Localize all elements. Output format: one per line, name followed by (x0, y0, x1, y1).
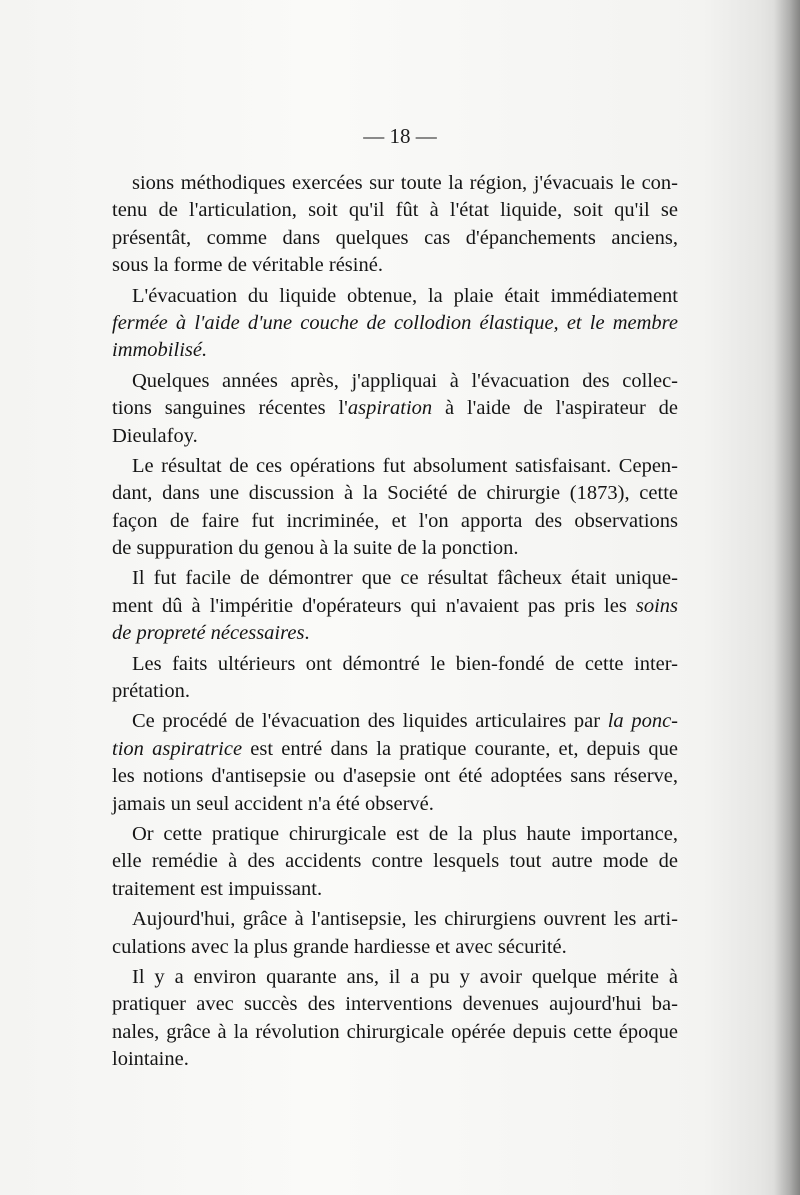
text-run: Les faits ultérieurs ont démontré le bien-fondé de cette inter- (132, 652, 678, 675)
paragraph (112, 708, 678, 818)
text-run: traitement est impuissant. (112, 877, 323, 900)
text-line (112, 1019, 678, 1046)
text-line (112, 736, 678, 763)
paragraph (112, 651, 678, 706)
text-run: Aujourd'hui, grâce à l'antisepsie, les chirurgiens ouvrent les arti- (132, 908, 678, 931)
text-line (112, 651, 678, 678)
text-line (112, 964, 678, 991)
text-run: Dieulafoy. (112, 424, 198, 447)
italic-run: fermée à l'aide d'une couche de collodion élastique, et le membre (112, 311, 678, 334)
text-run: Il fut facile de démontrer que ce résultat fâcheux était unique- (132, 567, 678, 590)
paragraph (112, 906, 678, 961)
text-line (112, 310, 678, 337)
italic-run: immobilisé. (112, 339, 208, 362)
text-line (112, 678, 678, 705)
text-line (112, 170, 678, 197)
text-run: lointaine. (112, 1048, 189, 1071)
text-line (112, 906, 678, 933)
text-run: tenu de l'articulation, soit qu'il fût à l'état liquide, soit qu'il se (112, 199, 678, 222)
text-run: L'évacuation du liquide obtenue, la plaie était immédiatement (132, 284, 678, 307)
text-run: elle remédie à des accidents contre lesquels tout autre mode de (112, 850, 678, 873)
paragraph (112, 283, 678, 365)
paragraph (112, 453, 678, 563)
text-run: Or cette pratique chirurgicale est de la plus haute importance, (132, 822, 678, 845)
text-line (112, 565, 678, 592)
text-line (112, 508, 678, 535)
text-run: prétation. (112, 680, 190, 703)
text-line (112, 763, 678, 790)
text-run: culations avec la plus grande hardiesse et avec sécurité. (112, 935, 567, 958)
text-line (112, 337, 678, 364)
paragraph (112, 565, 678, 647)
text-run: sous la forme de véritable résiné. (112, 254, 383, 277)
body-text (112, 170, 678, 1074)
text-line (112, 934, 678, 961)
text-line (112, 252, 678, 279)
italic-run: la ponc- (607, 710, 678, 733)
text-line (112, 791, 678, 818)
text-line (112, 991, 678, 1018)
text-line (112, 876, 678, 903)
text-run: nales, grâce à la révolution chirurgicale opérée depuis cette époque (112, 1020, 678, 1043)
paragraph (112, 170, 678, 280)
text-line (112, 283, 678, 310)
text-run: Ce procédé de l'évacuation des liquides articulaires par (132, 710, 608, 733)
paragraph (112, 821, 678, 903)
text-line (112, 848, 678, 875)
text-run: Quelques années après, j'appliquai à l'évacuation des collec- (132, 369, 678, 392)
text-run: tions sanguines récentes l' (112, 397, 348, 420)
text-run: présentât, comme dans quelques cas d'épanchements anciens, (112, 226, 678, 249)
text-line (112, 480, 678, 507)
text-run: de suppuration du genou à la suite de la ponction. (112, 537, 519, 560)
paragraph (112, 964, 678, 1074)
text-line (112, 453, 678, 480)
text-run: les notions d'antisepsie ou d'asepsie ont été adoptées sans réserve, (112, 765, 678, 788)
text-line (112, 423, 678, 450)
text-run: façon de faire fut incriminée, et l'on apporta des observations (112, 509, 678, 532)
text-line (112, 225, 678, 252)
text-run: à l'aide de l'aspirateur de (432, 397, 678, 420)
italic-run: aspiration (347, 397, 433, 420)
italic-run: de propreté nécessaires (112, 622, 305, 645)
text-line (112, 593, 678, 620)
italic-run: soins (635, 594, 678, 617)
text-line (112, 1046, 678, 1073)
text-run: sions méthodiques exercées sur toute la région, j'évacuais le con- (132, 172, 678, 194)
text-run: ment dû à l'impéritie d'opérateurs qui n'avaient pas pris les (112, 594, 636, 617)
page-number: — 18 — (363, 124, 437, 148)
text-line (112, 821, 678, 848)
text-line (112, 395, 678, 422)
text-line (112, 535, 678, 562)
text-run: dant, dans une discussion à la Société de chirurgie (1873), cette (112, 482, 678, 505)
text-run: . (304, 622, 310, 645)
text-run: jamais un seul accident n'a été observé. (112, 792, 434, 815)
paragraph (112, 368, 678, 450)
text-run: Le résultat de ces opérations fut absolument satisfaisant. Cepen- (132, 454, 678, 477)
text-run: pratiquer avec succès des interventions devenues aujourd'hui ba- (112, 993, 678, 1016)
text-line (112, 197, 678, 224)
page-edge-shadow (774, 0, 800, 1195)
text-line (112, 708, 678, 735)
text-line (112, 620, 678, 647)
text-line (112, 368, 678, 395)
italic-run: tion aspiratrice (112, 737, 243, 760)
text-run: Il y a environ quarante ans, il a pu y avoir quelque mérite à (132, 965, 678, 988)
text-run: est entré dans la pratique courante, et, depuis que (242, 737, 679, 760)
